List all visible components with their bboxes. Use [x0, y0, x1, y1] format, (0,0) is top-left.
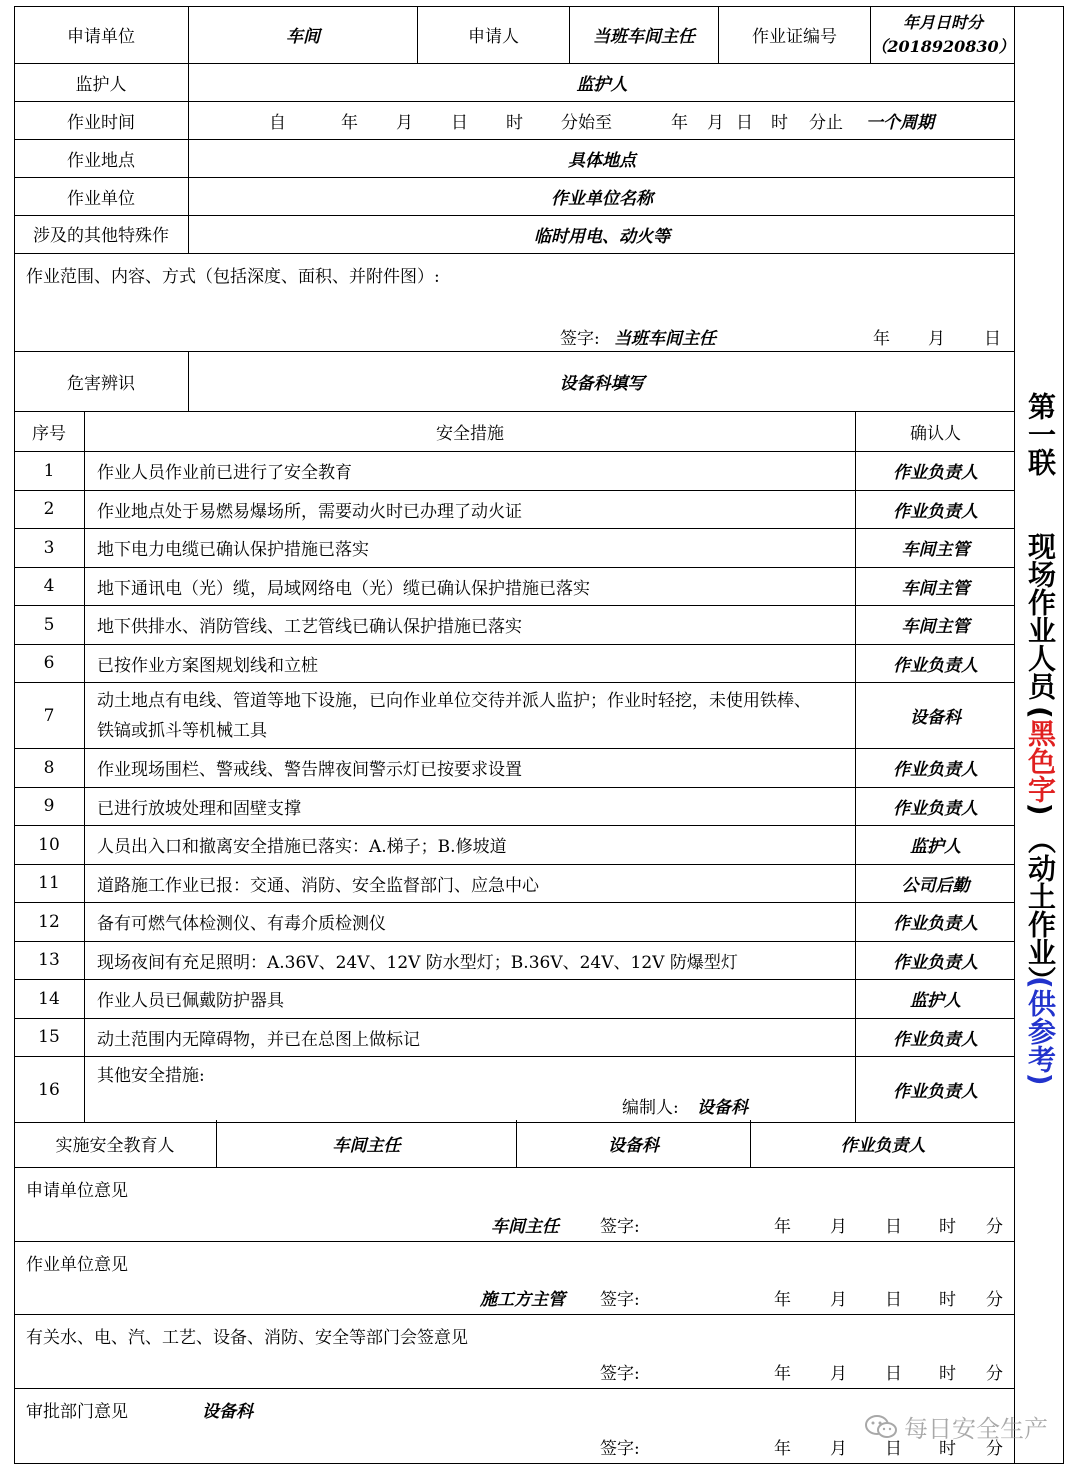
- hazard-row: [14, 352, 1015, 412]
- opinion-year: 年: [774, 1217, 791, 1237]
- opinion-section: [14, 1242, 1015, 1315]
- measure-confirm: 作业负责人: [893, 655, 978, 676]
- measure-text-cell: 作业人员作业前已进行了安全教育: [85, 452, 856, 490]
- scope-day: 日: [984, 329, 1001, 349]
- measure-text-cell: 地下通讯电（光）缆，局域网络电（光）缆已确认保护措施已落实: [85, 568, 856, 606]
- measure-row: [14, 568, 1015, 607]
- measure-no: 8: [14, 749, 85, 787]
- time-value: 一个周期: [866, 113, 934, 133]
- opinion-hour: 时: [939, 1364, 956, 1384]
- measure-text-cell: 备有可燃气体检测仪、有毒介质检测仪: [85, 903, 856, 941]
- opinion-month: 月: [830, 1364, 847, 1384]
- measure-confirm: 作业负责人: [893, 463, 978, 484]
- measure-row: [14, 645, 1015, 684]
- measure-text-cell: 动土范围内无障碍物，并已在总图上做标记: [85, 1019, 856, 1057]
- side-blue: [1016, 976, 1064, 1086]
- time-row: [14, 102, 1015, 140]
- measure-no: 2: [14, 491, 85, 529]
- col-confirm-header: 确认人: [910, 424, 961, 444]
- opinion-signer: 车间主任: [491, 1217, 559, 1237]
- measure-text-line2: 铁镐或抓斗等机械工具: [97, 720, 267, 741]
- measure-confirm: 作业负责人: [893, 1082, 978, 1102]
- measure-no: 7: [14, 683, 85, 748]
- time-from: 自: [269, 113, 286, 133]
- opinion-hour: 时: [939, 1439, 956, 1459]
- opinion-title: 作业单位意见: [26, 1255, 128, 1275]
- measure-row: [14, 1057, 1015, 1123]
- applicant-unit-label: 申请单位: [14, 6, 189, 63]
- education-v1: 车间主任: [217, 1120, 517, 1167]
- side-red-wrap: [1025, 706, 1055, 816]
- time-year2: 年: [671, 113, 688, 133]
- measure-no: 11: [14, 865, 85, 903]
- opinion-sign-label: 签字:: [600, 1364, 640, 1384]
- side-paren-close: ): [1024, 802, 1057, 816]
- education-v2: 设备科: [517, 1120, 751, 1167]
- opinion-section: [14, 1168, 1015, 1242]
- measure-row: [14, 865, 1015, 904]
- education-label: 实施安全教育人: [14, 1120, 217, 1167]
- side-part3: [1016, 826, 1064, 994]
- opinion-day: 日: [885, 1439, 902, 1459]
- measures-header-row: [14, 412, 1015, 452]
- measure-confirm: 作业负责人: [893, 798, 978, 819]
- time-year: 年: [341, 113, 358, 133]
- side-part3-text: （动土作业）: [1024, 826, 1057, 994]
- side-part2-text: 现场作业人员: [1024, 532, 1057, 700]
- cert-no-label: 作业证编号: [719, 6, 871, 63]
- side-red-group: [1016, 706, 1064, 816]
- measure-confirm: 监护人: [910, 837, 961, 858]
- hazard-label: 危害辨识: [14, 352, 189, 411]
- side-part1-text: 第一联: [1024, 392, 1057, 476]
- opinion-title: 有关水、电、汽、工艺、设备、消防、安全等部门会签意见: [26, 1328, 468, 1348]
- measure-text-cell: 道路施工作业已报：交通、消防、安全监督部门、应急中心: [85, 865, 856, 903]
- other-special-label: 涉及的其他特殊作: [14, 216, 189, 253]
- opinion-title: 审批部门意见: [26, 1402, 128, 1422]
- measure-row: [14, 749, 1015, 788]
- time-day2: 日: [736, 113, 753, 133]
- watermark-text: 每日安全生产: [904, 1415, 1048, 1443]
- work-unit-label: 作业单位: [14, 178, 189, 215]
- measure-no: 6: [14, 645, 85, 683]
- measure-row: [14, 491, 1015, 530]
- opinion-minute: 分: [986, 1290, 1003, 1310]
- measure-confirm: 车间主管: [901, 578, 970, 599]
- scope-year: 年: [873, 329, 890, 349]
- cert-no-value: [871, 6, 1015, 63]
- opinion-sign-label: 签字:: [600, 1439, 640, 1459]
- other-special-value: 临时用电、动火等: [534, 227, 670, 247]
- measure-confirm: 作业负责人: [893, 914, 978, 935]
- measure-text-cell: [85, 1057, 856, 1122]
- education-row: [14, 1120, 1015, 1168]
- location-row: [14, 140, 1015, 178]
- measure-row: [14, 826, 1015, 865]
- measure-no: 5: [14, 606, 85, 644]
- opinion-month: 月: [830, 1290, 847, 1310]
- time-fields: [189, 102, 1015, 139]
- opinion-month: 月: [830, 1217, 847, 1237]
- measure-confirm: 车间主管: [901, 540, 970, 561]
- opinion-title: 申请单位意见: [26, 1181, 128, 1201]
- opinion-hour: 时: [939, 1290, 956, 1310]
- measure-confirm: 车间主管: [901, 617, 970, 638]
- measure-row: [14, 980, 1015, 1019]
- measure-text: 动土地点有电线、管道等地下设施，已向作业单位交待并派人监护；作业时轻挖，未使用铁棒、: [97, 690, 811, 711]
- wechat-icon: [864, 1413, 898, 1441]
- measure-no: 4: [14, 568, 85, 606]
- measure-row: [14, 452, 1015, 491]
- education-v3: 作业负责人: [840, 1136, 926, 1156]
- measure-row: [14, 903, 1015, 942]
- measure-no: 12: [14, 903, 85, 941]
- measure-no: 13: [14, 942, 85, 980]
- compiler-label: 编制人:: [622, 1098, 679, 1118]
- opinion-minute: 分: [986, 1439, 1003, 1459]
- cert-no-line1: 年月日时分: [902, 12, 983, 32]
- measure-text-cell: 作业现场围栏、警戒线、警告牌夜间警示灯已按要求设置: [85, 749, 856, 787]
- side-paren-open: (: [1024, 706, 1057, 719]
- scope-row: [14, 254, 1015, 352]
- measure-text-cell: 现场夜间有充足照明：A.36V、24V、12V 防水型灯；B.36V、24V、12V 防爆型灯: [85, 942, 856, 980]
- guardian-value: 监护人: [576, 75, 628, 95]
- location-value: 具体地点: [568, 151, 636, 171]
- applicant-value: 当班车间主任: [570, 6, 719, 63]
- scope-month: 月: [928, 329, 945, 349]
- opinion-day: 日: [885, 1290, 902, 1310]
- scope-sign-value: 当班车间主任: [614, 329, 716, 349]
- opinion-year: 年: [774, 1439, 791, 1459]
- opinion-signer: 施工方主管: [480, 1290, 565, 1310]
- col-no-header: 序号: [14, 412, 85, 451]
- measure-row: [14, 1019, 1015, 1058]
- time-hour: 时: [506, 113, 523, 133]
- measure-text: 其他安全措施:: [97, 1066, 205, 1086]
- scope-sign-label: 签字:: [560, 329, 600, 349]
- measure-confirm: 公司后勤: [901, 875, 970, 896]
- time-min-start: 分始至: [561, 113, 612, 133]
- measure-text-cell: 已按作业方案图规划线和立桩: [85, 645, 856, 683]
- compiler-value: 设备科: [697, 1098, 748, 1118]
- measure-text-cell: [85, 683, 856, 748]
- guardian-row: [14, 64, 1015, 102]
- measure-row: [14, 529, 1015, 568]
- side-red-text: 黑色字: [1024, 718, 1057, 803]
- opinion-minute: 分: [986, 1217, 1003, 1237]
- measure-confirm: 设备科: [910, 708, 961, 728]
- time-hour2: 时: [771, 113, 788, 133]
- header-row: [14, 6, 1015, 64]
- hazard-value: 设备科填写: [559, 374, 645, 394]
- opinion-day: 日: [885, 1217, 902, 1237]
- side-part1: [1016, 392, 1064, 476]
- measure-text-cell: 作业人员已佩戴防护器具: [85, 980, 856, 1018]
- opinion-sign-label: 签字:: [600, 1217, 640, 1237]
- measure-text-cell: 已进行放坡处理和固壁支撑: [85, 788, 856, 826]
- measure-confirm: 作业负责人: [893, 501, 978, 522]
- opinion-title-value: 设备科: [202, 1402, 253, 1422]
- measure-row: [14, 942, 1015, 981]
- measure-confirm: 监护人: [910, 991, 961, 1012]
- measure-row: [14, 606, 1015, 645]
- time-min-end: 分止: [809, 113, 843, 133]
- opinion-hour: 时: [939, 1217, 956, 1237]
- measure-no: 10: [14, 826, 85, 864]
- opinion-sign-label: 签字:: [600, 1290, 640, 1310]
- measure-row: [14, 683, 1015, 749]
- opinion-minute: 分: [986, 1364, 1003, 1384]
- measure-text-cell: 人员出入口和撤离安全措施已落实：A.梯子；B.修坡道: [85, 826, 856, 864]
- side-blue-text: (供参考): [1024, 976, 1057, 1086]
- measure-no: 3: [14, 529, 85, 567]
- other-special-row: [14, 216, 1015, 254]
- opinion-day: 日: [885, 1364, 902, 1384]
- measure-no: 16: [14, 1057, 85, 1122]
- time-month2: 月: [707, 113, 724, 133]
- time-day: 日: [451, 113, 468, 133]
- measure-text-cell: 作业地点处于易燃易爆场所，需要动火时已办理了动火证: [85, 491, 856, 529]
- measure-no: 1: [14, 452, 85, 490]
- measure-text-cell: 地下供排水、消防管线、工艺管线已确认保护措施已落实: [85, 606, 856, 644]
- opinion-month: 月: [830, 1439, 847, 1459]
- measure-confirm: 作业负责人: [893, 1029, 978, 1050]
- work-unit-value: 作业单位名称: [551, 189, 653, 209]
- time-label: 作业时间: [14, 102, 189, 139]
- opinion-year: 年: [774, 1290, 791, 1310]
- applicant-unit-value: 车间: [189, 6, 418, 63]
- measure-confirm: 作业负责人: [893, 760, 978, 781]
- scope-label: 作业范围、内容、方式（包括深度、面积、并附件图）:: [26, 267, 440, 287]
- work-unit-row: [14, 178, 1015, 216]
- location-label: 作业地点: [14, 140, 189, 177]
- measure-confirm: 作业负责人: [893, 952, 978, 973]
- measure-no: 9: [14, 788, 85, 826]
- measure-no: 14: [14, 980, 85, 1018]
- time-month: 月: [396, 113, 413, 133]
- measure-row: [14, 788, 1015, 827]
- watermark: [864, 1409, 1048, 1444]
- col-measure-header: 安全措施: [85, 412, 856, 451]
- applicant-label: 申请人: [418, 6, 570, 63]
- cert-no-line2: （2018920830）: [871, 36, 1015, 56]
- guardian-label: 监护人: [14, 64, 189, 101]
- opinion-section: [14, 1315, 1015, 1389]
- opinion-year: 年: [774, 1364, 791, 1384]
- measure-text-cell: 地下电力电缆已确认保护措施已落实: [85, 529, 856, 567]
- measure-no: 15: [14, 1019, 85, 1057]
- side-part2: [1016, 532, 1064, 700]
